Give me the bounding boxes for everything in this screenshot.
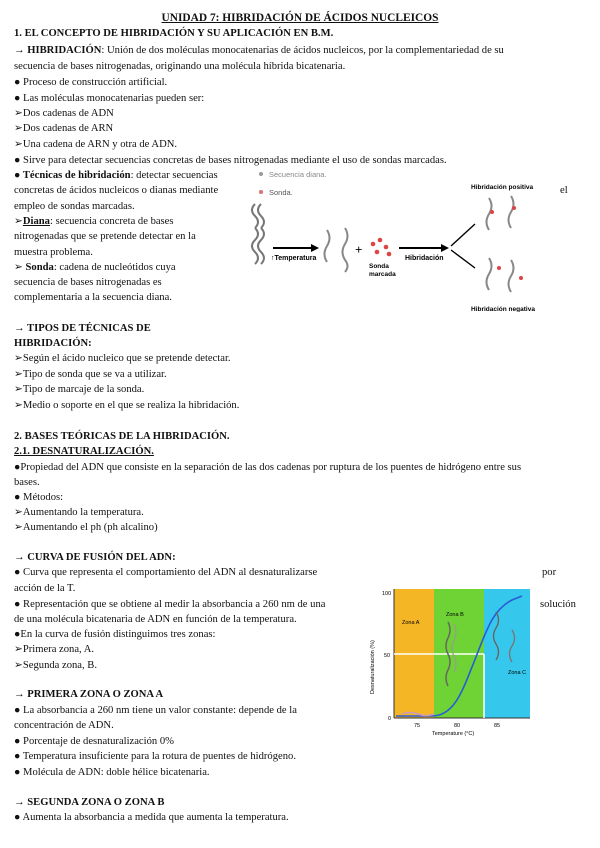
label-zona-a: Zona A	[402, 620, 420, 626]
label-marcada: marcada	[369, 271, 396, 278]
zona-b-heading: → SEGUNDA ZONA O ZONA B	[14, 797, 165, 808]
bound-probe-2	[512, 206, 516, 210]
section-2-heading: 2. BASES TEÓRICAS DE LA HIBRIDACIÓN.	[14, 431, 230, 442]
zona-a-line5: ● Molécula de ADN: doble hélice bicatenaria.	[14, 767, 210, 778]
y-axis-label: Desnaturalización (%)	[370, 640, 376, 694]
zona-a-line3: ● Porcentaje de desnaturalización 0%	[14, 736, 174, 747]
tick-y-0: 0	[388, 716, 392, 722]
tipos-heading-1: → TIPOS DE TÉCNICAS DE	[14, 323, 151, 334]
desnat-def-2: bases.	[14, 477, 40, 488]
metodo-ph: ➢Aumentando el ph (ph alcalino)	[14, 522, 158, 533]
sonda-line1	[14, 261, 176, 274]
melting-curve-chart	[362, 582, 532, 738]
curva-line4: de una molécula bicatenaria de ADN en función de la temperatura.	[14, 614, 297, 625]
legend-sonda-dot	[259, 190, 263, 194]
zone-c-band	[484, 589, 530, 718]
label-hibridacion: Hibridación	[405, 255, 444, 262]
item-arn-arn: ➢Dos cadenas de ARN	[14, 123, 114, 134]
tecnicas-term: ● Técnicas de hibridación	[14, 170, 131, 181]
diana-def: : secuencia concreta de bases	[49, 216, 174, 227]
tick-y-50: 50	[384, 653, 391, 659]
arrow-bullet: ➢	[14, 262, 26, 273]
sonda-term: Sonda	[25, 262, 54, 273]
zona-a-item: ➢Primera zona, A.	[14, 644, 95, 655]
sonda-def: : cadena de nucleótidos cuya	[53, 262, 176, 273]
label-zona-c: Zona C	[508, 670, 527, 676]
curva-heading: → CURVA DE FUSIÓN DEL ADN:	[14, 552, 176, 563]
legend-diana: Secuencia diana.	[269, 170, 327, 179]
hibridacion-def-line2: secuencia de bases nitrogenadas, originando una molécula híbrida bicatenaria.	[14, 61, 346, 72]
plus-sign: +	[355, 242, 363, 257]
bullet-monocatenarias: ● Las moléculas monocatenarias pueden ser:	[14, 93, 205, 104]
curva-line3: ● Representación que se obtiene al medir la absorbancia a 260 nm de una	[14, 599, 326, 610]
hybridization-diagram	[249, 168, 549, 312]
metodo-temp: ➢Aumentando la temperatura.	[14, 507, 144, 518]
page-title: UNIDAD 7: HIBRIDACIÓN DE ÁCIDOS NUCLEICOS	[161, 12, 439, 24]
diana-line3: muestra problema.	[14, 247, 93, 258]
zona-a-line2: concentración de ADN.	[14, 720, 114, 731]
tick-x-75: 75	[414, 723, 421, 729]
tecnicas-line1	[14, 169, 218, 182]
section-2-1-heading: 2.1. DESNATURALIZACIÓN.	[14, 446, 154, 457]
hibridacion-def-text: : Unión de dos moléculas monocatenarias de ácidos nucleicos, por la complementariedad de su	[101, 45, 504, 56]
curva-line1: ● Curva que representa el comportamiento del ADN al desnaturalizarse	[14, 567, 318, 578]
arrow-bullet: ➢	[14, 216, 23, 227]
zona-a-heading: → PRIMERA ZONA O ZONA A	[14, 689, 164, 700]
tipo-2: ➢Tipo de sonda que se va a utilizar.	[14, 369, 167, 380]
bullet-sondas: ● Sirve para detectar secuencias concretas de bases nitrogenadas mediante el uso de sondas marcadas.	[14, 155, 447, 166]
item-arn-adn: ➢Una cadena de ARN y otra de ADN.	[14, 139, 178, 150]
label-negative: Hibridación negativa	[471, 306, 535, 312]
zona-a-line4: ● Temperatura insuficiente para la rotura de puentes de hidrógeno.	[14, 751, 296, 762]
item-adn-adn: ➢Dos cadenas de ADN	[14, 108, 114, 119]
diana-term: Diana	[22, 216, 50, 227]
curva-solucion: solución	[540, 599, 576, 610]
curva-line2: acción de la T.	[14, 583, 76, 594]
label-positive: Hibridación positiva	[471, 184, 534, 191]
tipo-1: ➢Según el ácido nucleico que se pretende detectar.	[14, 353, 231, 364]
tipo-3: ➢Tipo de marcaje de la sonda.	[14, 384, 145, 395]
bullet-artificial: ● Proceso de construcción artificial.	[14, 77, 168, 88]
tick-x-85: 85	[494, 723, 501, 729]
legend-sonda: Sonda.	[269, 188, 293, 197]
diana-line1	[14, 215, 174, 228]
tipos-heading-2: HIBRIDACIÓN:	[14, 338, 92, 349]
hibridacion-term: → HIBRIDACIÓN	[14, 45, 102, 56]
tipo-4: ➢Medio o soporte en el que se realiza la hibridación.	[14, 400, 240, 411]
metodos: ● Métodos:	[14, 492, 64, 503]
tecnicas-line3: empleo de sondas marcadas.	[14, 201, 135, 212]
label-sonda: Sonda	[369, 263, 389, 270]
tick-y-100: 100	[382, 591, 392, 597]
zona-b-item: ➢Segunda zona, B.	[14, 660, 98, 671]
desnat-def-1: ●Propiedad del ADN que consiste en la separación de las dos cadenas por ruptura de los puentes de hidrógeno entre sus	[14, 462, 522, 473]
tecnicas-line2: concretas de ácidos nucleicos o dianas mediante	[14, 185, 219, 196]
sonda-line2: secuencia de bases nitrogenadas es	[14, 277, 162, 288]
bound-probe-1	[490, 210, 494, 214]
zona-b-line1: ● Aumenta la absorbancia a medida que aumenta la temperatura.	[14, 812, 289, 823]
free-probe-2	[519, 276, 523, 280]
sonda-line3: complementaria a la secuencia diana.	[14, 292, 172, 303]
curva-por: por	[542, 567, 557, 578]
label-zona-b: Zona B	[446, 612, 464, 618]
hibridacion-definition	[14, 44, 504, 57]
x-axis-label: Temperature (°C)	[432, 731, 475, 737]
tecnicas-def: : detectar secuencias	[130, 170, 218, 181]
zona-a-line1: ● La absorbancia a 260 nm tiene un valor constante: depende de la	[14, 705, 297, 716]
tecnicas-el: el	[560, 185, 568, 196]
tick-x-80: 80	[454, 723, 461, 729]
label-temperatura: ↑Temperatura	[271, 255, 317, 262]
section-1-heading: 1. EL CONCEPTO DE HIBRIDACIÓN Y SU APLICACIÓN EN B.M.	[14, 28, 334, 39]
free-probe-1	[497, 266, 501, 270]
curva-line5: ●En la curva de fusión distinguimos tres zonas:	[14, 629, 216, 640]
legend-diana-dot	[259, 172, 263, 176]
diana-line2: nitrogenadas que se pretende detectar en la	[14, 231, 196, 242]
